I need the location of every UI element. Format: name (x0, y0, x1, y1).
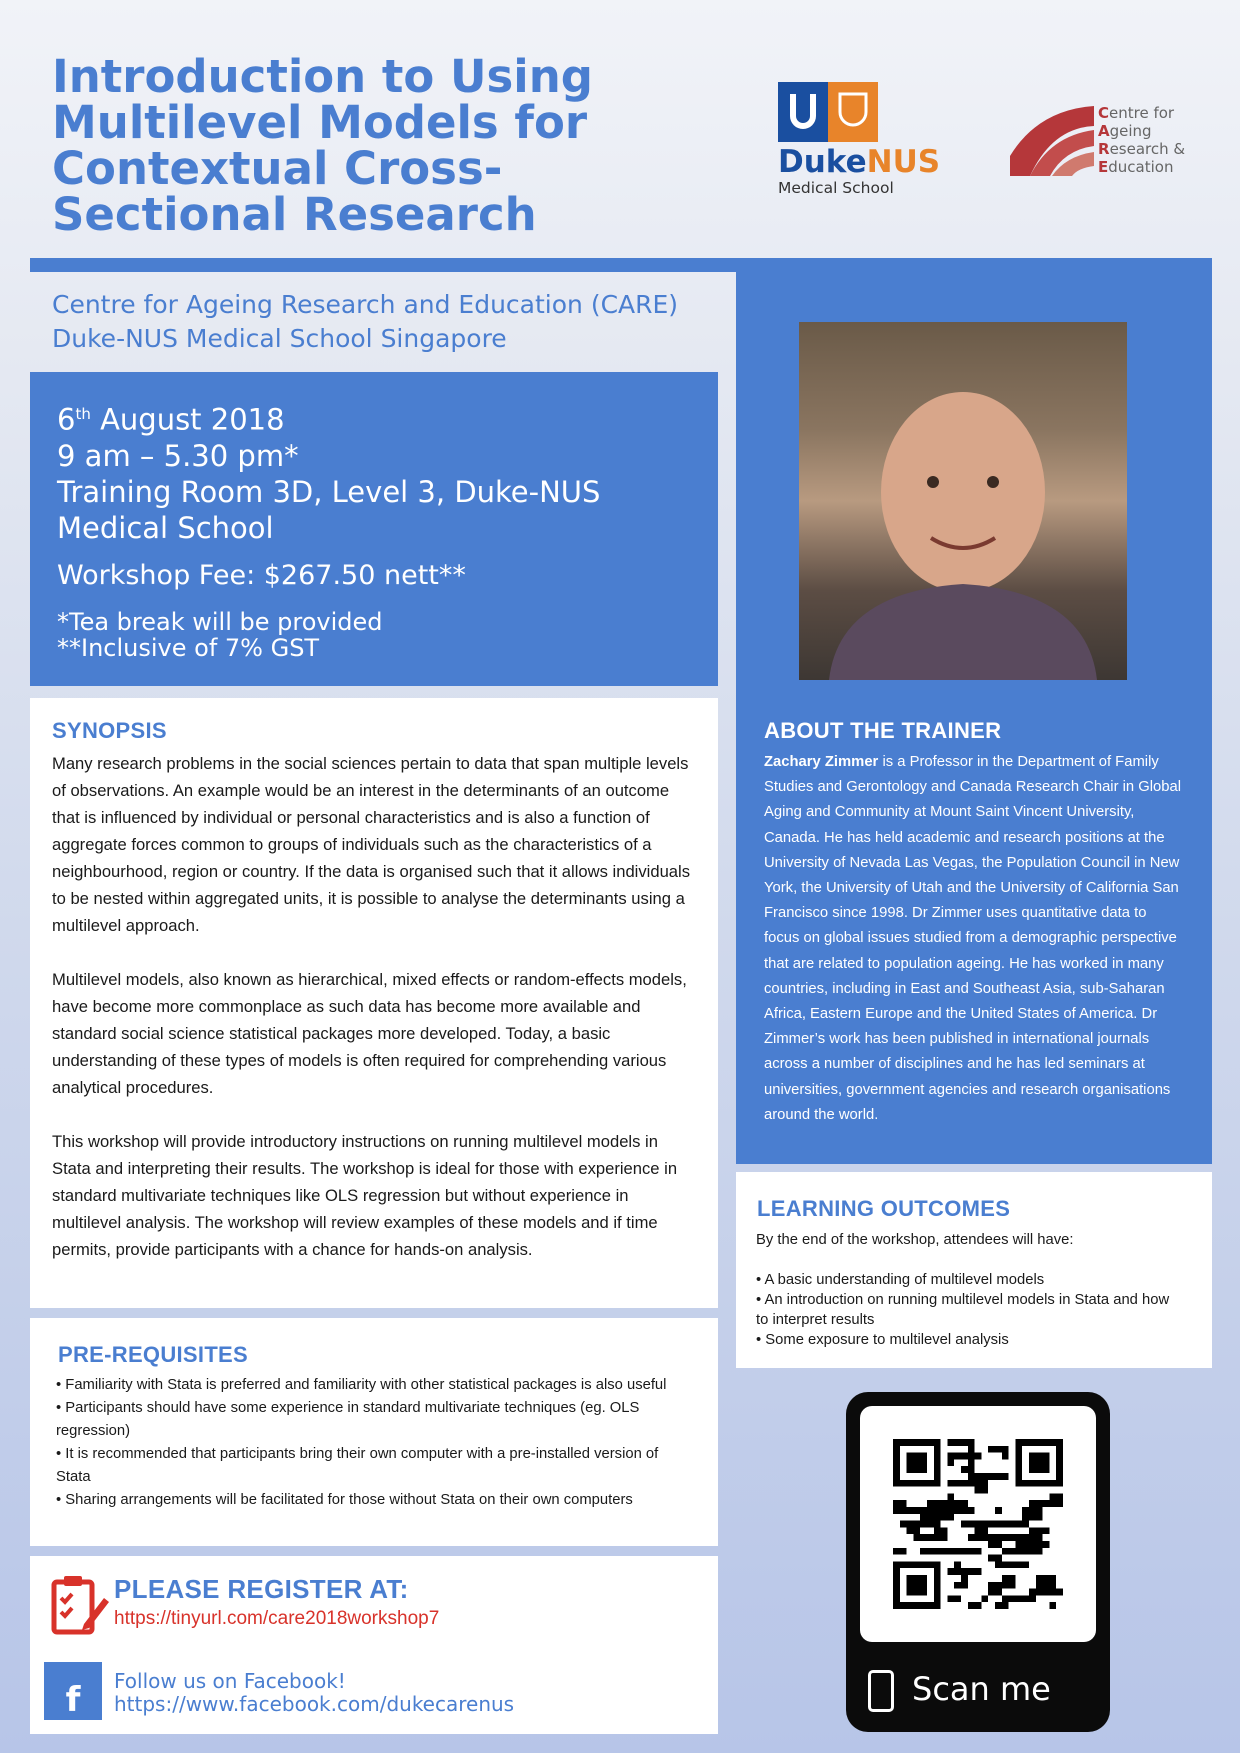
event-notes (57, 609, 707, 661)
trainer-name: Zachary Zimmer (764, 754, 879, 770)
trainer-bio-text: is a Professor in the Department of Family Studies and Gerontology and Canada Research Chair in Global Aging and Community at Mount Saint Vincent University, Canada. He has held academic and research positions at the University of Nevada Las Vegas, the Population Council in New York, the University of Utah and the University of California San Francisco since 1998. Dr Zimmer uses quantitative data to focus on global issues studied from a demographic perspective that are related to population ageing. He has worked in many countries, including in East and Southeast Asia, sub-Saharan Africa, Eastern Europe and the United States of America. Dr Zimmer’s work has been published in international journals across a number of disciplines and he has led seminars at universities, government agencies and research organisations around the world. (764, 754, 1182, 1123)
svg-text:Research &: Research & (1098, 140, 1186, 158)
learning-outcomes-body (756, 1230, 1176, 1350)
qr-code[interactable] (893, 1439, 1063, 1609)
learning-outcomes-heading: LEARNING OUTCOMES (757, 1196, 1011, 1221)
event-venue: Training Room 3D, Level 3, Duke-NUS Medical School (57, 474, 601, 545)
page-title: Introduction to Using Multilevel Models for Contextual Cross-Sectional Research (52, 50, 593, 241)
synopsis-body (52, 750, 692, 1290)
workshop-fee: Workshop Fee: $267.50 nett** (57, 559, 466, 591)
register-heading: PLEASE REGISTER AT: (114, 1574, 409, 1604)
learning-item: • An introduction on running multilevel models in Stata and how to interpret results (756, 1292, 1170, 1328)
synopsis-paragraph-3: This workshop will provide introductory instructions on running multilevel models in Stata and interpreting their results. The workshop is ideal for those with experience in standard multivariate techniques like OLS regression but without experience in multilevel analysis. The workshop will review examples of these models and if time permits, provide participants with a chance for hands-on analysis. (52, 1132, 678, 1259)
trainer-bio (764, 750, 1182, 1128)
svg-text:Medical School: Medical School (778, 179, 894, 197)
tea-break-note: *Tea break will be provided (57, 607, 383, 636)
register-link[interactable]: https://tinyurl.com/care2018workshop7 (114, 1608, 440, 1629)
scan-me-label: Scan me (912, 1670, 1051, 1708)
trainer-heading: ABOUT THE TRAINER (764, 718, 1002, 743)
facebook-info (114, 1670, 514, 1716)
svg-text:Ageing: Ageing (1098, 122, 1152, 140)
synopsis-paragraph-1: Many research problems in the social sciences pertain to data that span multiple levels of observations. An example would be an interest in the determinants of an outcome that is influenced by individual or personal characteristics and is also a function of aggregate forces common to groups of individuals such as the characteristics of a neighbourhood, region or country. If the data is organised such that it allows individuals to be nested within aggregated units, it is possible to analyse the determinants using a multilevel approach. (52, 754, 691, 935)
prerequisites-list (56, 1374, 696, 1512)
svg-text:DukeNUS: DukeNUS (778, 144, 941, 180)
duke-nus-logo (778, 80, 948, 198)
prerequisite-item: • Sharing arrangements will be facilitated for those without Stata on their own computers (56, 1492, 633, 1508)
organisation-name (52, 288, 742, 356)
clipboard-pen-icon (50, 1574, 110, 1636)
phone-icon (868, 1670, 894, 1712)
trainer-photo (799, 322, 1127, 680)
prerequisite-item: • Participants should have some experience in standard multivariate techniques (eg. OLS regression) (56, 1400, 640, 1439)
gst-note: **Inclusive of 7% GST (57, 633, 320, 662)
facebook-follow-text: Follow us on Facebook! (114, 1669, 346, 1693)
synopsis-paragraph-2: Multilevel models, also known as hierarchical, mixed effects or random-effects models, have become more commonplace as such data has become more available and standard social science statistical packages more developed. Today, a basic understanding of these types of models is often required for comprehending various analytical procedures. (52, 970, 687, 1097)
facebook-icon[interactable]: f (44, 1662, 102, 1720)
care-logo (1008, 96, 1208, 180)
svg-text:Centre for: Centre for (1098, 104, 1175, 122)
learning-item: • Some exposure to multilevel analysis (756, 1332, 1009, 1348)
event-date: 6th August 2018 (57, 402, 285, 437)
org-line-2: Duke-NUS Medical School Singapore (52, 324, 507, 353)
prerequisite-item: • Familiarity with Stata is preferred and familiarity with other statistical packages is also useful (56, 1377, 667, 1393)
facebook-link[interactable]: https://www.facebook.com/dukecarenus (114, 1692, 515, 1716)
org-line-1: Centre for Ageing Research and Education (CARE) (52, 290, 679, 319)
prerequisites-heading: PRE-REQUISITES (58, 1342, 249, 1367)
prerequisite-item: • It is recommended that participants bring their own computer with a pre-installed version of Stata (56, 1446, 659, 1485)
learning-item: • A basic understanding of multilevel models (756, 1272, 1045, 1288)
learning-intro: By the end of the workshop, attendees will have: (756, 1232, 1074, 1248)
svg-text:Education: Education (1098, 158, 1174, 176)
event-time: 9 am – 5.30 pm* (57, 438, 299, 473)
synopsis-heading: SYNOPSIS (52, 718, 167, 743)
event-info (57, 396, 707, 661)
